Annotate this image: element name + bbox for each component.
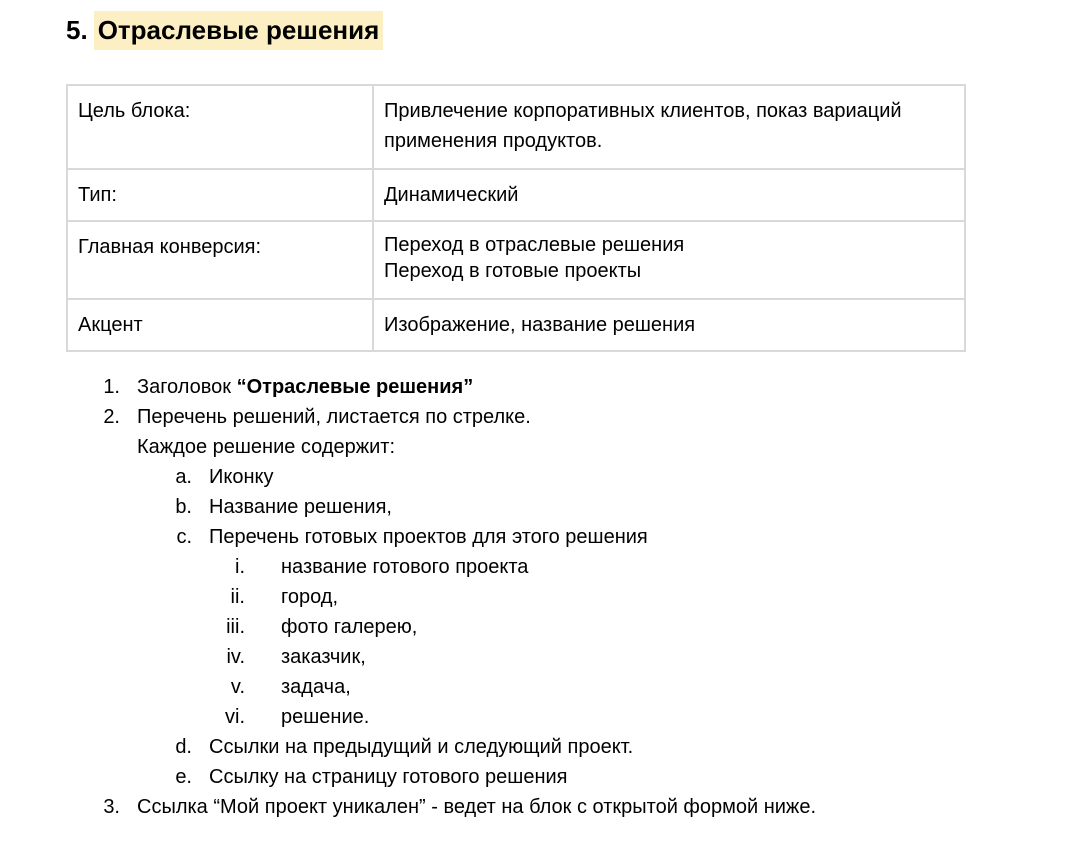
table-value	[373, 85, 965, 169]
table-key: Акцент	[67, 299, 373, 351]
table-key: Тип:	[67, 169, 373, 221]
list-item-text: фото галерею,	[281, 616, 418, 638]
list-marker: d.	[175, 736, 192, 758]
table-row	[67, 299, 965, 351]
table-value	[373, 221, 965, 299]
list-item-text: решение.	[281, 706, 370, 728]
table-value-line: Переход в готовые проекты	[384, 260, 642, 282]
list-item-text: задача,	[281, 676, 351, 698]
list-marker: vi.	[225, 706, 245, 728]
list-item-text: Ссылки на предыдущий и следующий проект.	[209, 736, 634, 758]
block-info-table	[66, 84, 966, 352]
table-value-line: применения продуктов.	[384, 130, 603, 152]
table-row	[67, 85, 965, 169]
list-item-text: Перечень решений, листается по стрелке.	[137, 406, 531, 428]
section-heading	[66, 6, 383, 54]
table-value: Динамический	[373, 169, 965, 221]
table-row	[67, 169, 965, 221]
list-marker: e.	[175, 766, 192, 788]
list-marker: i.	[235, 556, 245, 578]
table-value-line: Привлечение корпоративных клиентов, показ вариаций	[384, 100, 902, 122]
list-marker: 3.	[103, 796, 120, 818]
list-marker: c.	[176, 526, 192, 548]
list-marker: iv.	[226, 646, 245, 668]
table-row	[67, 221, 965, 299]
list-item-bold: “Отраслевые решения”	[236, 376, 474, 398]
list-item-text: заказчик,	[281, 646, 366, 668]
list-item-continuation: Каждое решение содержит:	[137, 436, 396, 458]
table-value-line: Переход в отраслевые решения	[384, 234, 685, 256]
list-item-text: Иконку	[209, 466, 274, 488]
list-item-text: город,	[281, 586, 339, 608]
table-key: Главная конверсия:	[67, 221, 373, 299]
table-value: Изображение, название решения	[373, 299, 965, 351]
list-marker: v.	[230, 676, 245, 698]
list-marker: b.	[175, 496, 192, 518]
list-marker: 1.	[103, 376, 120, 398]
list-marker: 2.	[103, 406, 120, 428]
list-marker: a.	[175, 466, 192, 488]
section-number: 5.	[66, 14, 88, 45]
list-item-prefix: Заголовок	[137, 376, 237, 398]
list-marker: ii.	[230, 586, 245, 608]
list-item-text	[137, 372, 473, 402]
table-key: Цель блока:	[67, 85, 373, 169]
list-item-text: Перечень готовых проектов для этого решения	[209, 526, 648, 548]
section-title: Отраслевые решения	[94, 11, 384, 50]
list-item-text: Название решения,	[209, 496, 392, 518]
list-marker: iii.	[226, 616, 245, 638]
list-item-text: Ссылку на страницу готового решения	[209, 766, 568, 788]
list-item-text: Ссылка “Мой проект уникален” - ведет на блок с открытой формой ниже.	[137, 796, 816, 818]
list-item-text: название готового проекта	[281, 556, 529, 578]
